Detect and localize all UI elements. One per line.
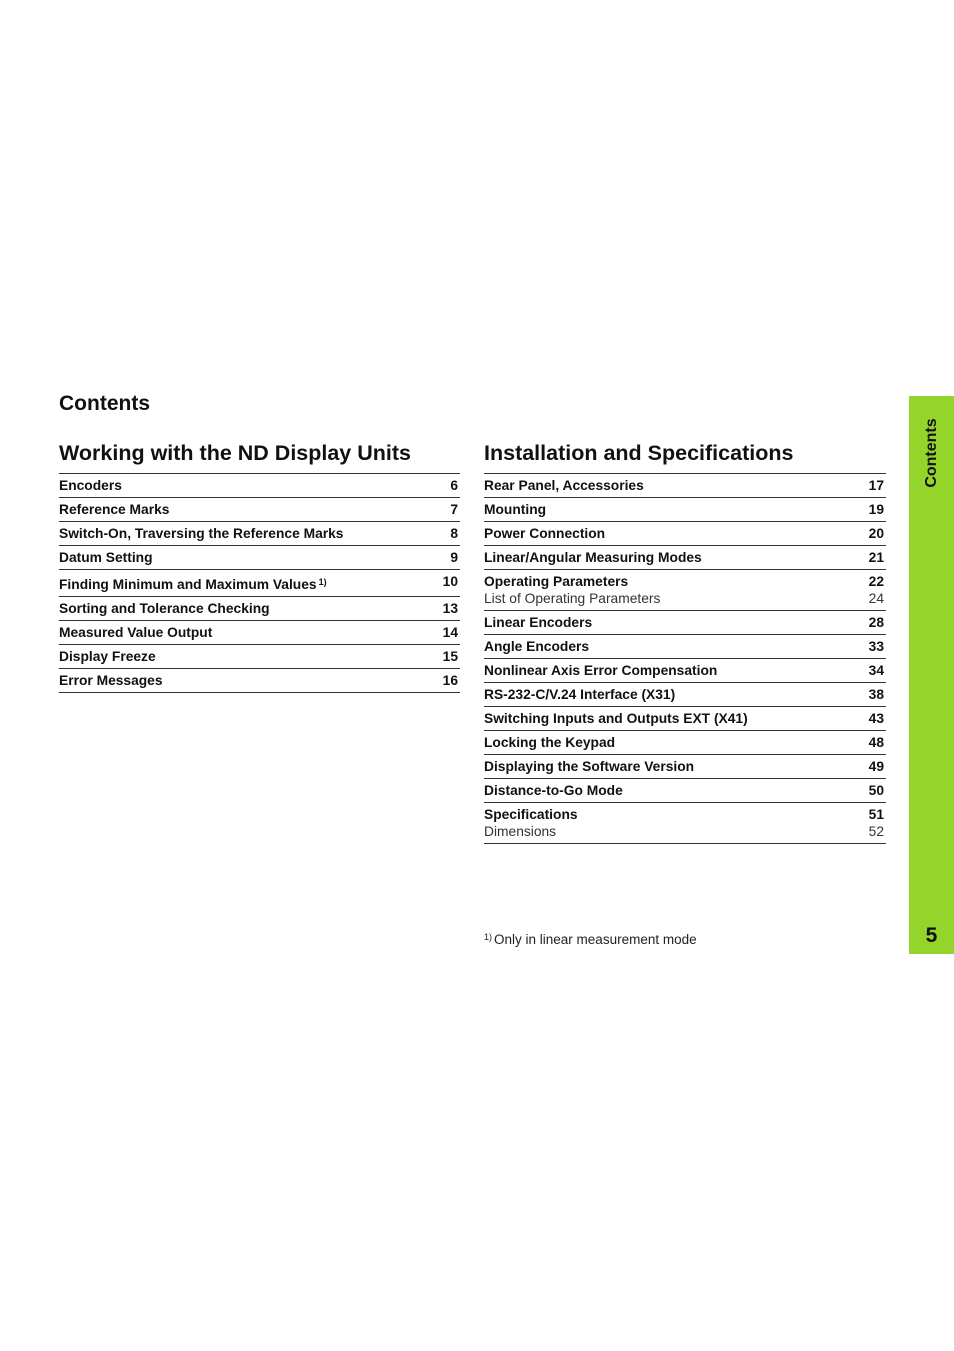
toc-entry-label: Display Freeze [59, 649, 156, 664]
toc-entry-label: Linear/Angular Measuring Modes [484, 550, 702, 565]
toc-entry-label: Distance-to-Go Mode [484, 783, 623, 798]
toc-entry[interactable] [59, 522, 460, 546]
toc-entry[interactable] [484, 546, 886, 570]
toc-entry[interactable] [59, 621, 460, 645]
toc-entry-label: RS-232-C/V.24 Interface (X31) [484, 687, 676, 702]
toc-entry-page: 50 [868, 783, 884, 798]
toc-entry-page: 34 [868, 663, 884, 678]
toc-entry-page: 7 [450, 502, 458, 517]
toc-entry-page: 48 [868, 735, 884, 750]
toc-subentry-label: Dimensions [484, 824, 557, 839]
toc-entry[interactable] [484, 474, 886, 498]
toc-installation-list [484, 473, 886, 844]
toc-entry[interactable] [484, 659, 886, 683]
footnote [484, 932, 697, 947]
toc-entry-page: 9 [450, 550, 458, 565]
toc-entry-label: Mounting [484, 502, 547, 517]
toc-entry-page: 10 [442, 574, 458, 589]
toc-entry[interactable] [59, 474, 460, 498]
toc-entry-page: 13 [442, 601, 458, 616]
toc-entry-label: Displaying the Software Version [484, 759, 695, 774]
toc-entry[interactable] [59, 645, 460, 669]
toc-entry-page: 43 [868, 711, 884, 726]
toc-entry-label: Locking the Keypad [484, 735, 616, 750]
toc-entry[interactable] [484, 779, 886, 803]
toc-entry-label: Specifications [484, 807, 578, 822]
toc-entry-label: Sorting and Tolerance Checking [59, 601, 270, 616]
toc-entry-label: Measured Value Output [59, 625, 213, 640]
footnote-marker: 1) [318, 577, 327, 587]
side-tab-label-wrap [909, 408, 954, 498]
toc-entry[interactable] [59, 498, 460, 522]
toc-entry-label: Switch-On, Traversing the Reference Marks [59, 526, 344, 541]
toc-entry-label: Nonlinear Axis Error Compensation [484, 663, 718, 678]
toc-entry-page: 33 [868, 639, 884, 654]
section-title-working: Working with the ND Display Units [59, 441, 411, 465]
side-tab[interactable] [909, 396, 954, 954]
toc-entry-label: Rear Panel, Accessories [484, 478, 644, 493]
toc-entry-page: 28 [868, 615, 884, 630]
section-title-installation: Installation and Specifications [484, 441, 794, 465]
toc-entry-page: 49 [868, 759, 884, 774]
toc-subentry[interactable] [484, 591, 884, 607]
toc-entry-page: 15 [442, 649, 458, 664]
toc-subentry-page: 24 [868, 591, 884, 606]
toc-entry-label: Encoders [59, 478, 122, 493]
toc-entry-label: Finding Minimum and Maximum Values [59, 577, 317, 592]
toc-entry-label: Angle Encoders [484, 639, 590, 654]
toc-entry-label: Reference Marks [59, 502, 170, 517]
toc-subentry-label: List of Operating Parameters [484, 591, 661, 606]
toc-entry[interactable] [59, 597, 460, 621]
toc-entry-page: 8 [450, 526, 458, 541]
toc-entry-page: 20 [868, 526, 884, 541]
toc-entry[interactable] [59, 570, 460, 597]
toc-entry-label: Operating Parameters [484, 574, 629, 589]
toc-entry-page: 14 [442, 625, 458, 640]
toc-entry-page: 38 [868, 687, 884, 702]
toc-entry-label: Power Connection [484, 526, 606, 541]
toc-working-list [59, 473, 460, 693]
toc-entry-page: 19 [868, 502, 884, 517]
toc-entry[interactable] [484, 611, 886, 635]
toc-entry[interactable] [484, 731, 886, 755]
side-tab-label: Contents [922, 418, 940, 488]
toc-entry[interactable] [484, 570, 886, 611]
toc-entry-page: 51 [868, 807, 884, 822]
toc-entry-label-wrap [59, 574, 327, 593]
toc-entry-label: Datum Setting [59, 550, 153, 565]
toc-entry[interactable] [484, 635, 886, 659]
toc-entry[interactable] [59, 546, 460, 570]
toc-subentry[interactable] [484, 824, 884, 840]
toc-entry[interactable] [484, 755, 886, 779]
toc-subentry-page: 52 [868, 824, 884, 839]
page-number: 5 [925, 924, 938, 947]
footnote-text: Only in linear measurement mode [494, 932, 697, 947]
toc-entry[interactable] [484, 683, 886, 707]
footnote-marker: 1) [484, 932, 493, 942]
page-title: Contents [59, 392, 150, 415]
toc-entry-page: 17 [868, 478, 884, 493]
toc-entry[interactable] [484, 803, 886, 844]
toc-entry-label: Linear Encoders [484, 615, 593, 630]
toc-entry[interactable] [59, 669, 460, 693]
toc-entry[interactable] [484, 498, 886, 522]
toc-entry-page: 6 [450, 478, 458, 493]
toc-entry[interactable] [484, 707, 886, 731]
toc-entry-page: 21 [868, 550, 884, 565]
toc-entry-label: Error Messages [59, 673, 163, 688]
toc-entry[interactable] [484, 522, 886, 546]
toc-entry-page: 16 [442, 673, 458, 688]
toc-entry-page: 22 [868, 574, 884, 589]
toc-entry-label: Switching Inputs and Outputs EXT (X41) [484, 711, 748, 726]
